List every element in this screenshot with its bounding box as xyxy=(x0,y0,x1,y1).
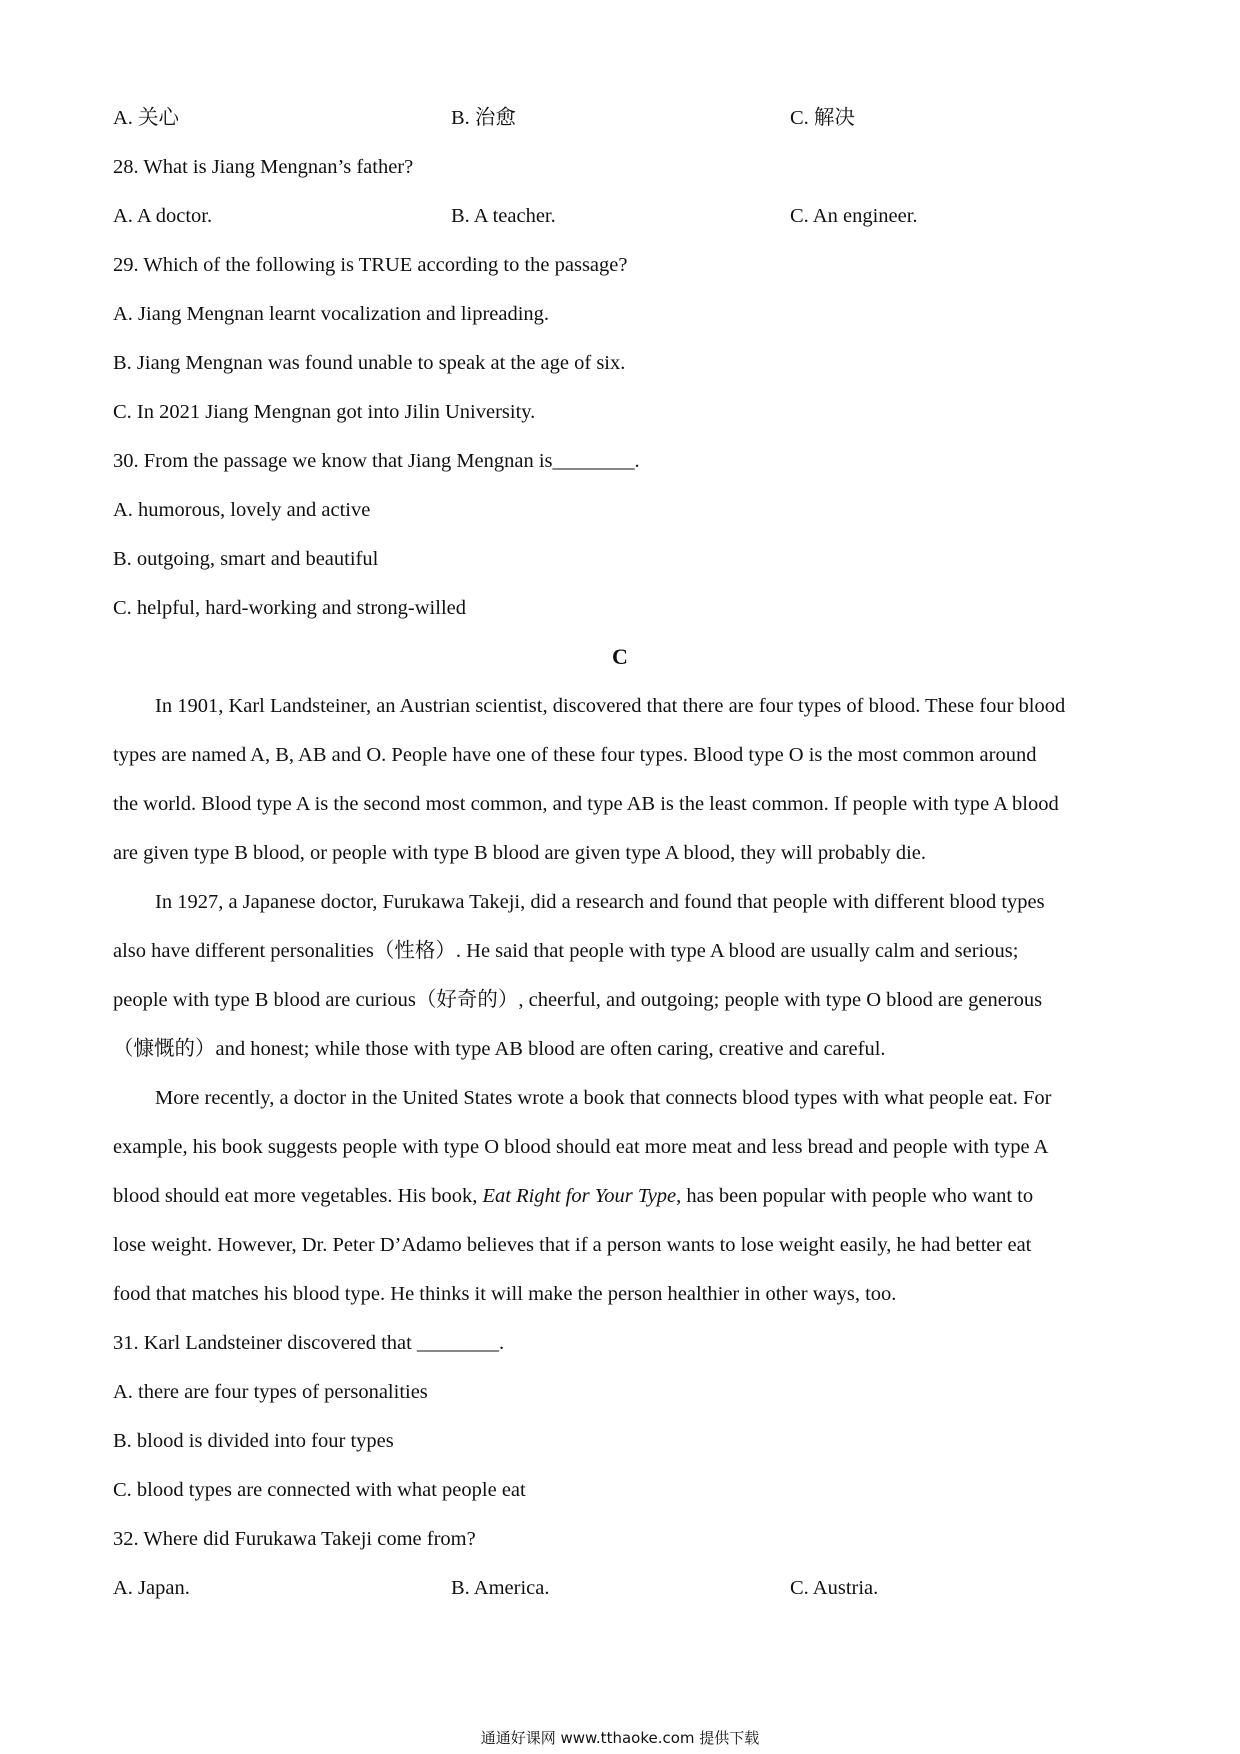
paragraph-1-line: are given type B blood, or people with type B blood are given type A blood, they will probably die. xyxy=(113,842,927,864)
q31-question: 31. Karl Landsteiner discovered that ________. xyxy=(113,1332,505,1354)
book-title: Eat Right for Your Type xyxy=(482,1185,677,1207)
paragraph-3-text: blood should eat more vegetables. His book, xyxy=(113,1185,483,1207)
q32-question: 32. Where did Furukawa Takeji come from? xyxy=(113,1528,476,1550)
q29-option-c: C. In 2021 Jiang Mengnan got into Jilin University. xyxy=(113,401,536,423)
q29-question: 29. Which of the following is TRUE according to the passage? xyxy=(113,254,628,276)
paragraph-3-text: , has been popular with people who want to xyxy=(676,1185,1034,1207)
q31-option-b: B. blood is divided into four types xyxy=(113,1430,394,1452)
q32-option-a: A. Japan. xyxy=(113,1577,190,1599)
paragraph-3-line: More recently, a doctor in the United States wrote a book that connects blood types with what people eat. For xyxy=(155,1087,1052,1109)
section-heading: C xyxy=(612,644,628,669)
q30-option-c: C. helpful, hard-working and strong-willed xyxy=(113,597,466,619)
q27-option-a: A. 关心 xyxy=(113,107,180,129)
q31-option-a: A. there are four types of personalities xyxy=(113,1381,428,1403)
q27-option-b: B. 治愈 xyxy=(451,107,516,129)
paragraph-3-line: lose weight. However, Dr. Peter D’Adamo believes that if a person wants to lose weight easily, he had better eat xyxy=(113,1234,1032,1256)
q28-option-c: C. An engineer. xyxy=(790,205,918,227)
q27-option-c: C. 解决 xyxy=(790,107,855,129)
q29-option-b: B. Jiang Mengnan was found unable to speak at the age of six. xyxy=(113,352,626,374)
paragraph-1-line: In 1901, Karl Landsteiner, an Austrian scientist, discovered that there are four types of blood. These four blood xyxy=(155,695,1066,717)
paragraph-2-line: people with type B blood are curious（好奇的）, cheerful, and outgoing; people with type O blood are generous xyxy=(113,989,1043,1011)
q30-option-a: A. humorous, lovely and active xyxy=(113,499,371,521)
paragraph-2-line: In 1927, a Japanese doctor, Furukawa Takeji, did a research and found that people with different blood types xyxy=(155,891,1045,913)
q32-option-b: B. America. xyxy=(451,1577,550,1599)
page-footer: 通通好课网 www.tthaoke.com 提供下载 xyxy=(480,1729,760,1747)
paragraph-2-line: （慷慨的）and honest; while those with type AB blood are often caring, creative and careful. xyxy=(113,1038,886,1060)
q30-option-b: B. outgoing, smart and beautiful xyxy=(113,548,379,570)
paragraph-3-line: food that matches his blood type. He thinks it will make the person healthier in other ways, too. xyxy=(113,1283,897,1305)
paragraph-3-line: example, his book suggests people with type O blood should eat more meat and less bread and people with type A xyxy=(113,1136,1049,1158)
q28-option-b: B. A teacher. xyxy=(451,205,556,227)
paragraph-3-line xyxy=(113,1182,1128,1210)
q29-option-a: A. Jiang Mengnan learnt vocalization and lipreading. xyxy=(113,303,550,325)
q32-option-c: C. Austria. xyxy=(790,1577,879,1599)
q28-question: 28. What is Jiang Mengnan’s father? xyxy=(113,156,414,178)
q30-question: 30. From the passage we know that Jiang Mengnan is________. xyxy=(113,450,640,472)
q31-option-c: C. blood types are connected with what people eat xyxy=(113,1479,526,1501)
q28-option-a: A. A doctor. xyxy=(113,205,213,227)
paragraph-1-line: types are named A, B, AB and O. People have one of these four types. Blood type O is the most common around xyxy=(113,744,1037,766)
paragraph-1-line: the world. Blood type A is the second most common, and type AB is the least common. If people with type A blood xyxy=(113,793,1059,815)
paragraph-2-line: also have different personalities（性格）. He said that people with type A blood are usually calm and serious; xyxy=(113,940,1019,962)
